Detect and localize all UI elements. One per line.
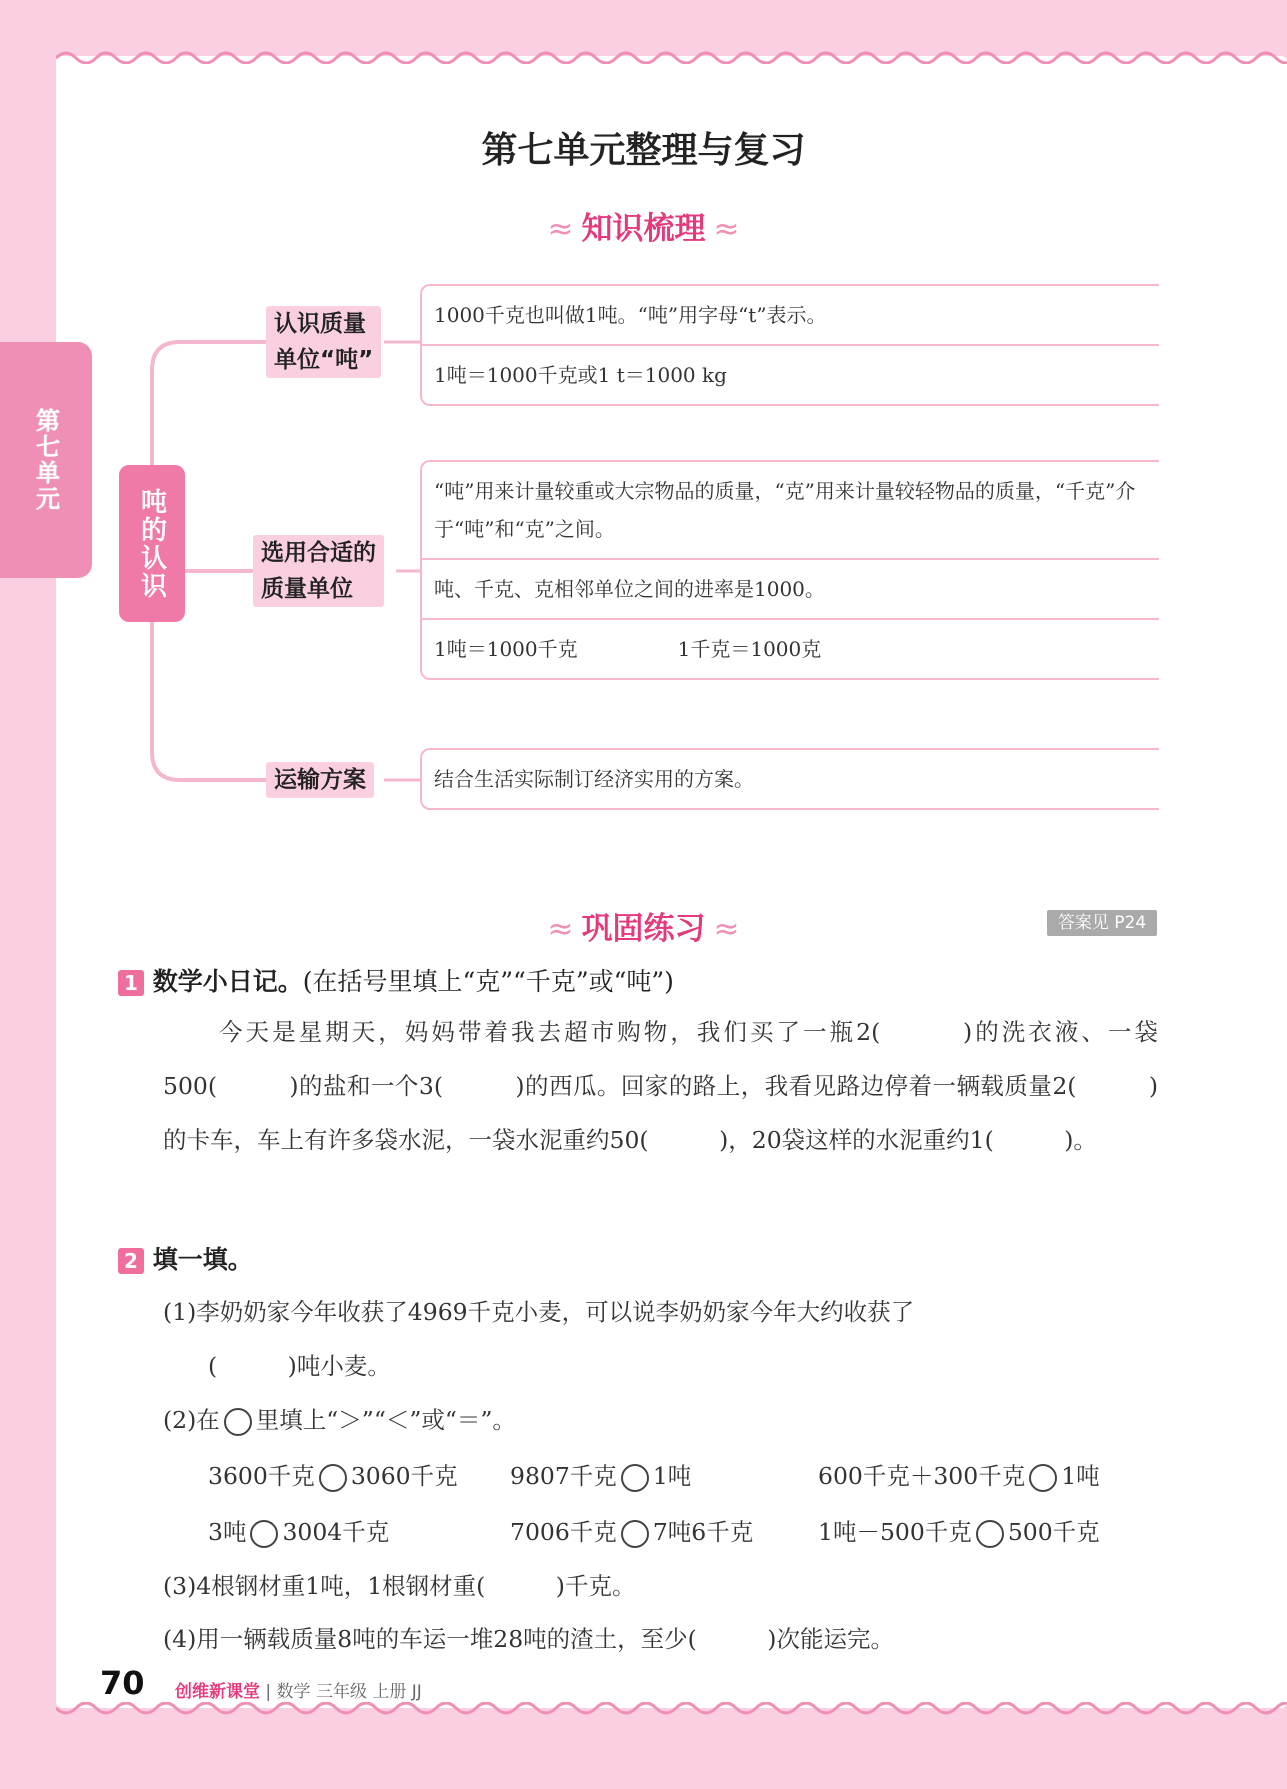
branch-label-line: 质量单位 [261, 576, 353, 602]
compare-item [818, 1513, 1100, 1548]
compare-circle-icon[interactable] [319, 1464, 347, 1492]
compare-item [510, 1457, 691, 1492]
wave-deco-icon: ≈ [713, 911, 740, 947]
info-row [422, 620, 1159, 678]
question-hint: (在括号里填上“克”“千克”或“吨”) [302, 967, 674, 996]
question-2-part-4: (4)用一辆载质量8吨的车运一堆28吨的渣土，至少( )次能运完。 [163, 1625, 894, 1653]
compare-circle-icon[interactable] [976, 1520, 1004, 1548]
compare-circle-icon [224, 1408, 252, 1436]
question-number-badge: 1 [118, 970, 144, 996]
info-box-ton-unit [420, 284, 1159, 406]
compare-left: 7006千克 [510, 1518, 617, 1546]
compare-right: 1吨 [1061, 1462, 1100, 1490]
wave-deco-icon: ≈ [713, 211, 740, 247]
branch-label-line: 认识质量 [274, 311, 366, 337]
answer-reference-badge: 答案见 P24 [1047, 910, 1157, 936]
branch-label-choose-unit [253, 535, 384, 607]
compare-circle-icon[interactable] [250, 1520, 278, 1548]
info-row: 吨、千克、克相邻单位之间的进率是1000。 [422, 560, 1159, 620]
branch-label-line: 运输方案 [274, 767, 366, 793]
footer-series [175, 1677, 422, 1702]
wave-deco-icon: ≈ [547, 211, 574, 247]
compare-left: 9807千克 [510, 1462, 617, 1490]
branch-label-ton-unit [266, 306, 381, 378]
compare-left: 600千克＋300千克 [818, 1462, 1026, 1490]
info-box-choose-unit [420, 460, 1159, 680]
compare-item [818, 1457, 1100, 1492]
compare-left: 3600千克 [208, 1462, 315, 1490]
page-number: 70 [100, 1664, 145, 1702]
compare-item [208, 1457, 458, 1492]
section-practice-label: 巩固练习 [581, 911, 706, 947]
mindmap-root [119, 465, 185, 622]
compare-circle-icon[interactable] [621, 1464, 649, 1492]
compare-circle-icon[interactable] [621, 1520, 649, 1548]
compare-right: 1吨 [652, 1462, 692, 1490]
question-title: 数学小日记。 [152, 967, 303, 996]
info-row: 结合生活实际制订经济实用的方案。 [434, 767, 754, 791]
compare-left: 1吨－500千克 [818, 1518, 972, 1546]
compare-left: 3吨 [208, 1518, 247, 1546]
question-2-part-3: (3)4根钢材重1吨，1根钢材重( )千克。 [163, 1572, 636, 1600]
wave-deco-icon: ≈ [547, 911, 574, 947]
question-2-heading [118, 1240, 253, 1276]
question-number-badge: 2 [118, 1248, 144, 1274]
compare-circle-icon[interactable] [1029, 1464, 1057, 1492]
branch-label-transport [266, 762, 374, 798]
footer-info: 数学 三年级 上册 JJ [276, 1682, 422, 1702]
compare-right: 500千克 [1007, 1518, 1100, 1546]
question-2-part-1-line2: ( )吨小麦。 [208, 1352, 391, 1380]
question-1-heading [118, 962, 674, 998]
compare-right: 7吨6千克 [652, 1518, 754, 1546]
branch-label-line: 单位“吨” [274, 347, 374, 373]
branch-label-line: 选用合适的 [261, 540, 376, 566]
info-row: 1吨＝1000千克或1 t＝1000 kg [434, 363, 727, 387]
footer-separator: | [265, 1682, 272, 1702]
part-2-prefix: (2)在 [163, 1406, 220, 1434]
info-row-right: 1千克＝1000克 [677, 637, 822, 661]
info-box-transport [420, 748, 1159, 810]
mindmap-root-label: 吨的认识 [136, 487, 167, 600]
compare-item [208, 1513, 389, 1548]
footer-brand: 创维新课堂 [175, 1682, 260, 1702]
compare-item [510, 1513, 753, 1548]
question-2-part-2 [163, 1401, 516, 1436]
unit-side-tab-label: 第七单元 [31, 408, 60, 512]
info-row: “吨”用来计量较重或大宗物品的质量，“克”用来计量较轻物品的质量，“千克”介于“吨”和“克”之间。 [422, 462, 1159, 560]
compare-right: 3060千克 [350, 1462, 458, 1490]
question-title: 填一填。 [152, 1245, 253, 1274]
info-row: 1000千克也叫做1吨。“吨”用字母“t”表示。 [422, 286, 1159, 346]
part-2-suffix: 里填上“＞”“＜”或“＝”。 [255, 1406, 516, 1434]
compare-right: 3004千克 [282, 1518, 390, 1546]
question-1-passage: 今天是星期天，妈妈带着我去超市购物，我们买了一瓶2( )的洗衣液、一袋500( )的盐和一个3( )的西瓜。回家的路上，我看见路边停着一辆载质量2( )的卡车，车上有许多袋水泥，一袋水泥重约50( )，20袋这样的水泥重约1( )。 [163, 1018, 1158, 1154]
page-title: 第七单元整理与复习 [481, 130, 806, 171]
question-2-part-1-line1: (1)李奶奶家今年收获了4969千克小麦，可以说李奶奶家今年大约收获了 [163, 1298, 915, 1326]
info-row-left: 1吨＝1000千克 [434, 637, 578, 661]
section-knowledge-label: 知识梳理 [581, 211, 706, 247]
